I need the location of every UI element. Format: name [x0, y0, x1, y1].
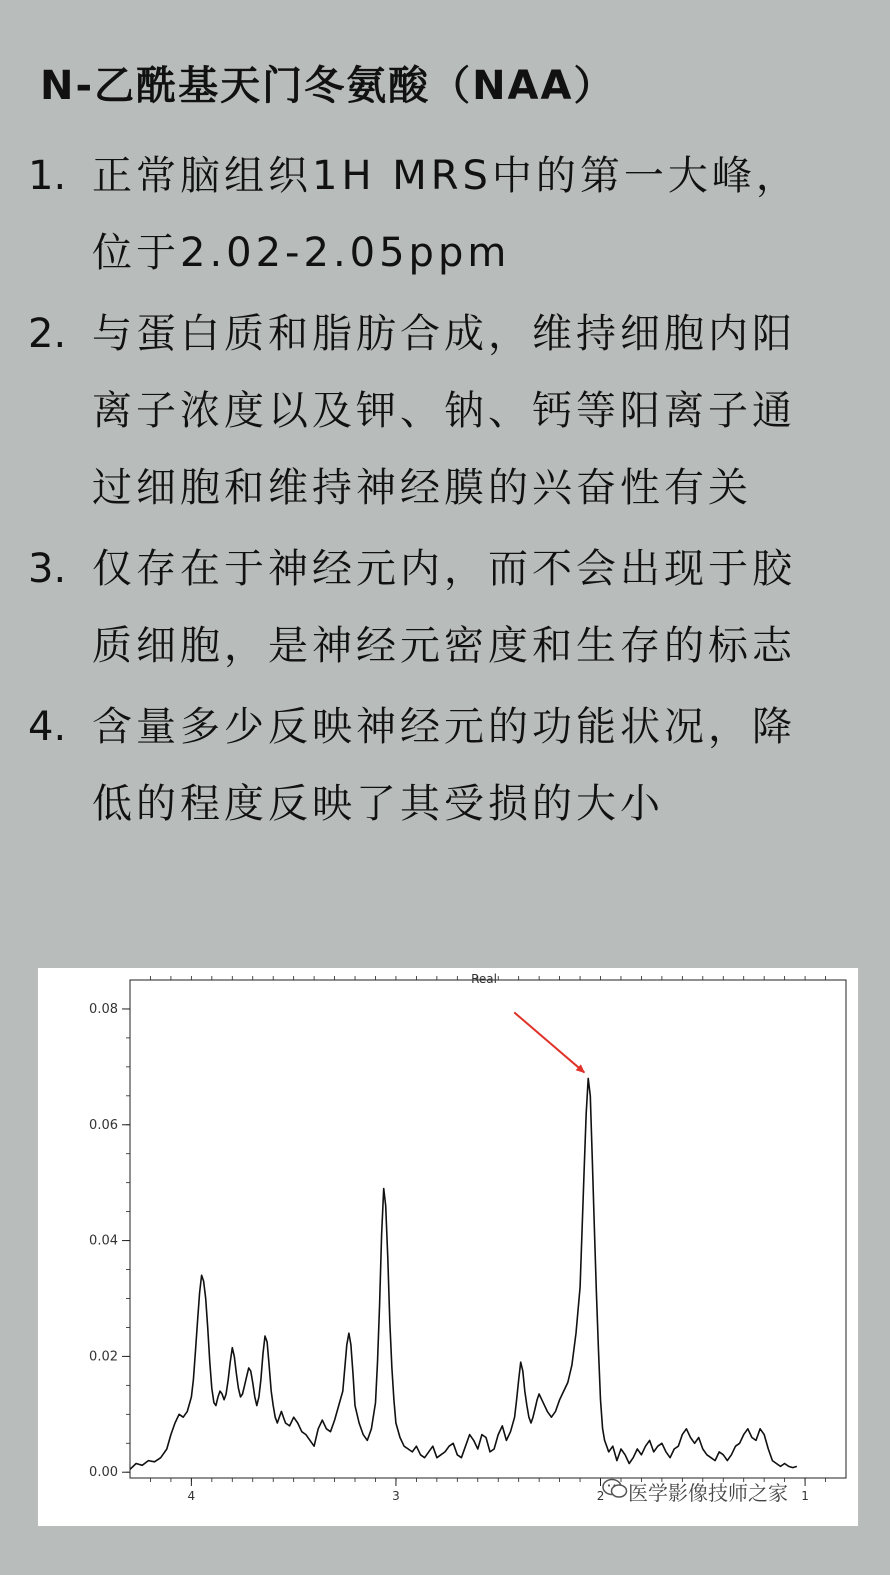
list-item [28, 689, 828, 843]
list-item-number: 3. [28, 546, 67, 592]
x-tick-label: 3 [392, 1489, 400, 1503]
chart-title: Real [471, 972, 497, 986]
y-tick-label: 0.08 [89, 1001, 118, 1017]
x-tick-label: 4 [187, 1489, 196, 1503]
list-item-number: 2. [28, 311, 67, 357]
x-tick-label: 2 [596, 1489, 605, 1503]
annotation-arrow [514, 1012, 584, 1072]
list-item-text: 正常脑组织1H MRS中的第一大峰，位于2.02-2.05ppm [92, 153, 800, 276]
plot-frame [130, 980, 846, 1478]
y-tick-label: 0.00 [89, 1465, 118, 1481]
page-title: N-乙酰基天门冬氨酸（NAA） [40, 63, 616, 109]
spectrum-line [130, 1078, 797, 1469]
list-item [28, 138, 828, 292]
list-item-text: 与蛋白质和脂肪合成，维持细胞内阳离子浓度以及钾、钠、钙等阳离子通过细胞和维持神经膜的兴奋性有关 [92, 311, 796, 511]
watermark-text: 医学影像技师之家 [628, 1481, 788, 1505]
list-item-number: 4. [28, 704, 67, 750]
point-list [28, 138, 828, 847]
y-tick-label: 0.06 [89, 1117, 118, 1133]
list-item-text: 仅存在于神经元内，而不会出现于胶质细胞，是神经元密度和生存的标志 [92, 546, 796, 669]
spectrum-chart-panel [38, 968, 858, 1526]
list-item-number: 1. [28, 153, 67, 199]
list-item [28, 296, 828, 527]
spectrum-chart [38, 968, 858, 1526]
y-tick-label: 0.04 [89, 1233, 118, 1249]
x-tick-label: 1 [801, 1489, 809, 1503]
list-item-text: 含量多少反映神经元的功能状况，降低的程度反映了其受损的大小 [92, 704, 796, 827]
list-item [28, 531, 828, 685]
wechat-icon [602, 1478, 628, 1500]
y-tick-label: 0.02 [89, 1349, 118, 1365]
